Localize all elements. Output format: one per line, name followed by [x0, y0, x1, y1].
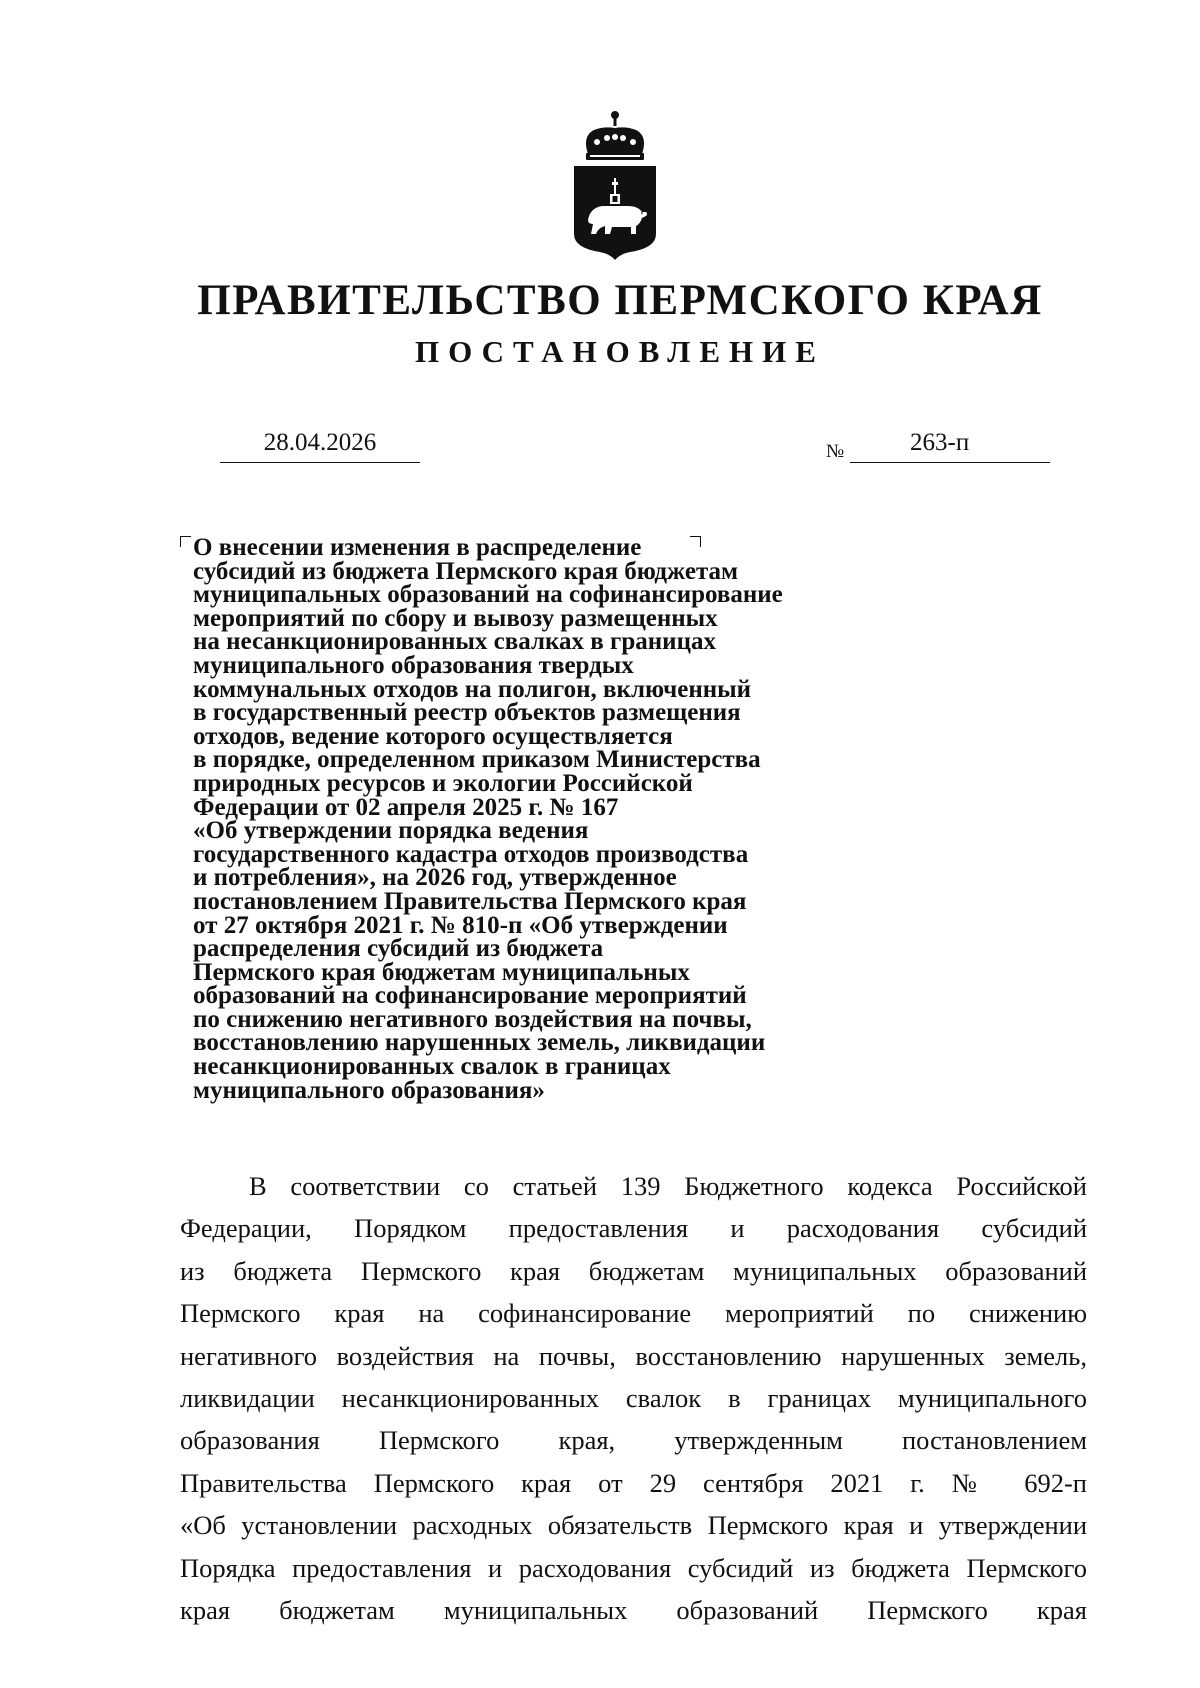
subject-line: природных ресурсов и экологии Российской	[193, 769, 693, 797]
subject-line: Пермского края бюджетам муниципальных	[193, 958, 690, 986]
body-line: края бюджетам муниципальных образований Пермского края	[180, 1595, 1087, 1626]
subject-line: государственного кадастра отходов производства	[193, 840, 749, 868]
subject-line: «Об утверждении порядка ведения	[193, 817, 589, 845]
subject-line: муниципального образования твердых	[193, 651, 634, 679]
document-number: 263-п	[910, 429, 970, 456]
body-line: из бюджета Пермского края бюджетам муниципальных образований	[180, 1255, 1087, 1286]
document-date: 28.04.2026	[220, 428, 420, 463]
subject-line: мероприятий по сбору и вывозу размещенных	[193, 604, 718, 632]
body-line: Порядка предоставления и расходования субсидий из бюджета Пермского	[180, 1552, 1087, 1583]
subject-line: в государственный реестр объектов размещения	[193, 699, 741, 727]
body-line: Правительства Пермского края от 29 сентября 2021 г. № 692-п	[180, 1467, 1087, 1498]
subject-line: от 27 октября 2021 г. № 810-п «Об утверждении	[193, 911, 728, 939]
body-line: образования Пермского края, утвержденным постановлением	[180, 1425, 1087, 1456]
document-subject	[193, 536, 893, 1102]
subject-line: и потребления», на 2026 год, утвержденное	[193, 864, 677, 892]
subject-line: субсидий из бюджета Пермского края бюджетам	[193, 557, 739, 585]
subject-line: в порядке, определенном приказом Министерства	[193, 746, 761, 774]
document-number-field	[850, 428, 1050, 463]
subject-line: распределения субсидий из бюджета	[193, 935, 604, 963]
subject-line: муниципального образования»	[193, 1076, 545, 1104]
subject-line: О внесении изменения в распределение	[193, 534, 642, 561]
perm-krai-coat-of-arms-icon	[560, 108, 670, 260]
subject-line: по снижению негативного воздействия на почвы,	[193, 1005, 752, 1033]
subject-line: несанкционированных свалок в границах	[193, 1053, 671, 1081]
body-line: Пермского края на софинансирование мероприятий по снижению	[180, 1298, 1087, 1329]
number-sign: №	[826, 441, 845, 462]
subject-line: образований на софинансирование мероприятий	[193, 982, 747, 1010]
subject-line: постановлением Правительства Пермского края	[193, 887, 747, 915]
document-body	[180, 1165, 1087, 1631]
body-line: «Об установлении расходных обязательств Пермского края и утверждении	[180, 1510, 1087, 1541]
body-line: ликвидации несанкционированных свалок в границах муниципального	[180, 1383, 1087, 1414]
subject-line: на несанкционированных свалках в границах	[193, 628, 716, 656]
government-name-title: ПРАВИТЕЛЬСТВО ПЕРМСКОГО КРАЯ	[197, 277, 1043, 324]
subject-line: отходов, ведение которого осуществляется	[193, 722, 673, 750]
subject-bracket-left	[180, 536, 191, 547]
subject-line: коммунальных отходов на полигон, включенный	[193, 675, 752, 703]
subject-line: муниципальных образований на софинансирование	[193, 581, 783, 609]
body-line: Федерации, Порядком предоставления и расходования субсидий	[180, 1213, 1087, 1244]
document-type-title: ПОСТАНОВЛЕНИЕ	[415, 334, 825, 369]
body-line: негативного воздействия на почвы, восстановлению нарушенных земель,	[180, 1340, 1087, 1371]
subject-line: восстановлению нарушенных земель, ликвидации	[193, 1029, 766, 1057]
subject-line: Федерации от 02 апреля 2025 г. № 167	[193, 793, 619, 821]
body-line: В соответствии со статьей 139 Бюджетного кодекса Российской	[249, 1171, 1087, 1201]
